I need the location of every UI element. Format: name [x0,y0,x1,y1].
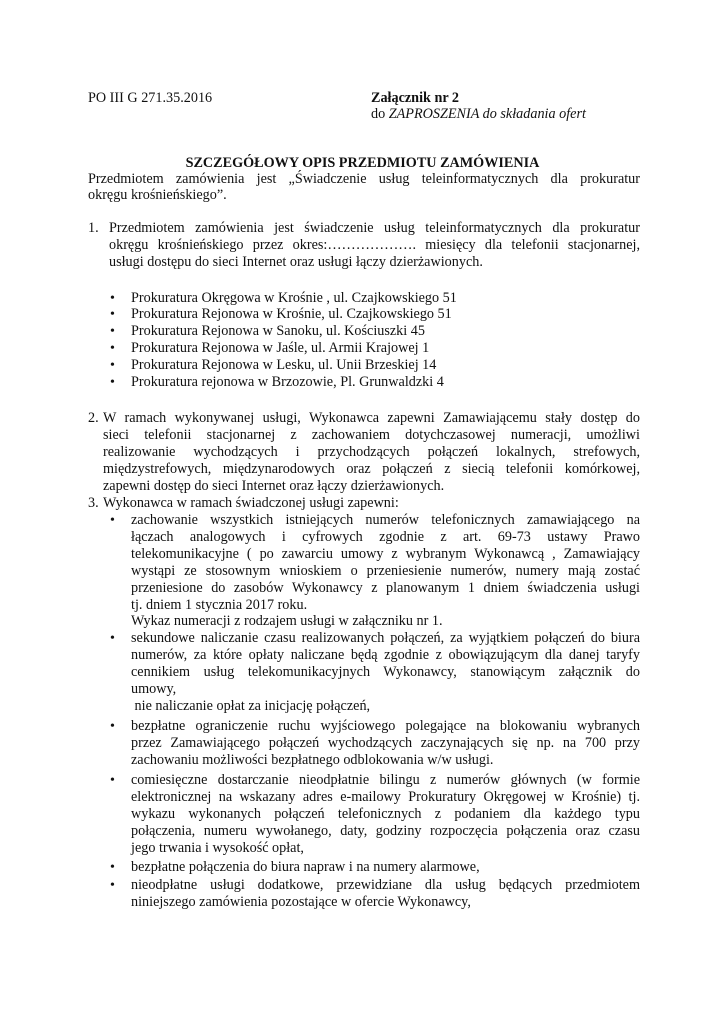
document-title: SZCZEGÓŁOWY OPIS PRZEDMIOTU ZAMÓWIENIA [185,155,540,171]
point-2-line-3: realizowanie wychodzących i przychodzących połączeń lokalnych, strefowych, [103,444,640,460]
service-item-line: tj. dniem 1 stycznia 2017 roku. [131,597,308,613]
location-item: • Prokuratura Rejonowa w Sanoku, ul. Kościuszki 45 [131,323,425,340]
intro-line-1: Przedmiotem zamówienia jest „Świadczenie usług teleinformatycznych dla prokuratur [88,171,640,187]
service-item-line: numerów, za które opłaty naliczane będą zgodnie z obowiązującym dla danej taryfy [131,647,640,663]
service-item-line: cennikiem usług telekomunikacyjnych Wykonawcy, stanowiącym załącznik do [131,664,640,680]
location-item: • Prokuratura Rejonowa w Krośnie, ul. Czajkowskiego 51 [131,306,452,323]
point-1-number: 1. [88,220,99,236]
service-item-line: • bezpłatne ograniczenie ruchu wyjściowego polegające na blokowaniu wybranych [131,718,640,735]
location-item: • Prokuratura Rejonowa w Jaśle, ul. Armii Krajowej 1 [131,340,429,357]
service-item-line: nie naliczanie opłat za inicjację połączeń, [131,698,371,714]
service-item-line: • sekundowe naliczanie czasu realizowanych połączeń, za wyjątkiem połączeń do biura [131,630,640,647]
service-item-line: przeniesione do zasobów Wykonawcy z planowanym 1 dniem świadczenia usługi [131,580,640,596]
attachment-subtitle [371,106,586,123]
service-item-line: • nieodpłatne usługi dodatkowe, przewidziane dla usług będących przedmiotem [131,877,640,894]
reference-number: PO III G 271.35.2016 [88,90,213,106]
point-2-line-4: międzystrefowych, międzynarodowych oraz połączeń z siecią telefonii komórkowej, [103,461,640,477]
intro-line-2: okręgu krośnieńskiego”. [88,187,227,203]
service-item-line: • comiesięczne dostarczanie nieodpłatnie bilingu z numerów głównych (w formie [131,772,640,789]
service-item-line: elektronicznej na wskazany adres e-mailowy Prokuratury Okręgowej w Krośnie) tj. [131,789,640,805]
service-item-line: • bezpłatne połączenia do biura napraw i na numery alarmowe, [131,859,480,876]
point-2-line-2: sieci telefonii stacjonarnej z zachowaniem dotychczasowej numeracji, umożliwi [103,427,640,443]
point-1-line-3: usługi dostępu do sieci Internet oraz usługi łączy dzierżawionych. [109,254,483,270]
point-2-line-1: W ramach wykonywanej usługi, Wykonawca zapewni Zamawiającemu stały dostęp do [103,410,640,426]
point-1-line-2: okręgu krośnieńskiego przez okres:………………. miesięcy dla telefonii stacjonarnej, [109,237,640,253]
service-item-line: niniejszego zamówienia pozostające w ofercie Wykonawcy, [131,894,471,910]
service-item-line: telekomunikacyjne ( po zawarciu umowy z wybranym Wykonawcą , Zamawiający [131,546,640,562]
service-item-line: Wykaz numeracji z rodzajem usługi w załączniku nr 1. [131,613,443,629]
location-item: • Prokuratura Okręgowa w Krośnie , ul. Czajkowskiego 51 [131,290,457,307]
point-2-line-5: zapewni dostęp do sieci Internet oraz łączy dzierżawionych. [103,478,445,494]
location-item: • Prokuratura Rejonowa w Lesku, ul. Unii Brzeskiej 14 [131,357,436,374]
attachment-subtitle-prefix: do [371,106,389,122]
service-item-line: wykazu wykonanych połączeń telefonicznych z podaniem dla każdego typu [131,806,640,822]
service-item-line: umowy, [131,681,177,697]
point-1-line-1: Przedmiotem zamówienia jest świadczenie usług teleinformatycznych dla prokuratur [109,220,640,236]
attachment-label: Załącznik nr 2 [371,90,460,106]
service-item-line: • zachowanie wszystkich istniejących numerów telefonicznych zamawiającego na [131,512,640,529]
service-item-line: łączach analogowych i cyfrowych zgodnie z art. 69-73 ustawy Prawo [131,529,640,545]
service-item-line: zachowaniu możliwości bezpłatnego odblokowania w/w usługi. [131,752,494,768]
service-item-line: przez Zamawiającego połączeń wychodzących zaczynających się np. na 700 przy [131,735,640,751]
attachment-subtitle-italic: ZAPROSZENIA do składania ofert [388,106,586,122]
service-item-line: jego trwania i wysokość opłat, [131,840,304,856]
point-3-heading: Wykonawca w ramach świadczonej usługi zapewni: [103,495,399,511]
point-2-number: 2. [88,410,99,426]
service-item-line: wystąpi ze stosownym wnioskiem o przeniesienie numerów, numery mają zostać [131,563,640,579]
point-3-number: 3. [88,495,99,511]
service-item-line: połączenia, numeru wywołanego, daty, godziny rozpoczęcia połączenia oraz czasu [131,823,640,839]
location-item: • Prokuratura rejonowa w Brzozowie, Pl. Grunwaldzki 4 [131,374,444,391]
